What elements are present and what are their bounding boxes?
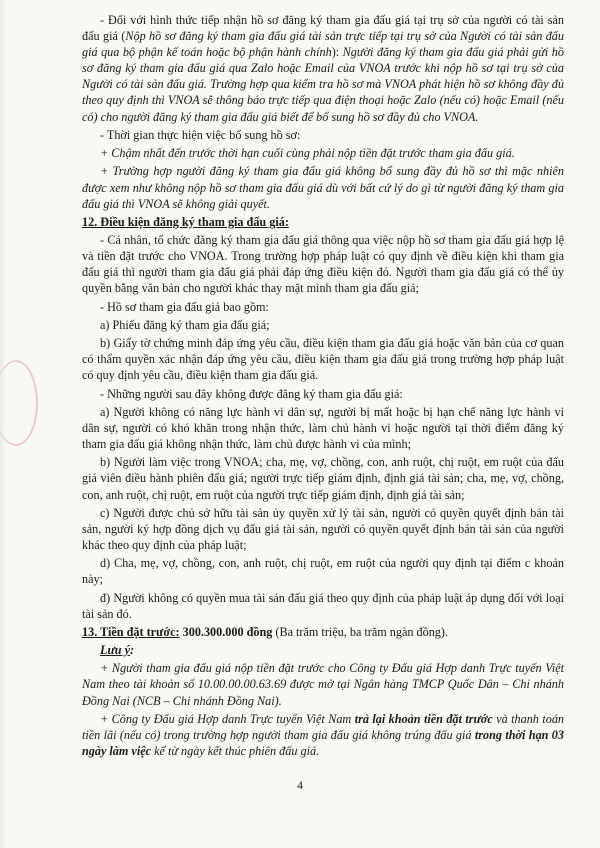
text-segment: trả lại khoản tiền đặt trước <box>354 711 493 726</box>
text-segment: Nộp hồ sơ đăng ký tham gia đấu giá tài sản trực tiếp tại trụ sở của Người có tài sản đấu giá qua bộ phận kế toán hoặc bộ phận hành chính <box>82 29 564 60</box>
text-segment: đ) Người không có quyền mua tài sản đấu giá theo quy định của pháp luật áp dụng đối với loại tài sản đó. <box>82 590 564 621</box>
text-segment: + Người tham gia đấu giá nộp tiền đặt trước cho Công ty Đấu giá Hợp danh Trực tuyến Việt Nam theo tài khoản số 10.00.00.00.63.69 được mở tại Ngân hàng TMCP Quốc Dân – Chi nhánh Đồng Nai (NCB – Chi nhánh Đồng Nai). <box>82 661 564 708</box>
paragraph <box>82 299 564 315</box>
stamp-mark <box>0 360 38 446</box>
text-segment: và thanh toán tiền lãi (nếu có) trong trường hợp người tham gia đấu giá không trúng đấu giá <box>82 711 565 742</box>
paragraph <box>82 642 564 658</box>
document-body <box>82 12 564 761</box>
text-segment: kể từ ngày kết thúc phiên đấu giá. <box>151 744 320 759</box>
text-segment: b) Giấy tờ chứng minh đáp ứng yêu cầu, điều kiện tham gia đấu giá hoặc văn bản của cơ quan có thẩm quyền xác nhận đáp ứng yêu cầu, điều kiện tham gia đấu giá trong trường hợp pháp luật có quy định yêu cầu, điều kiện tham gia đấu giá. <box>82 336 564 383</box>
text-segment: + Trường hợp người đăng ký tham gia đấu giá không bổ sung đầy đủ hồ sơ thì mặc nhiên được xem như không nộp hồ sơ tham gia đấu giá dù với bất cứ lý do gì từ người đăng ký tham gia đấu giá thì VNOA sẽ không giải quyết. <box>82 164 564 211</box>
section-heading <box>82 214 564 230</box>
text-segment: - Cá nhân, tổ chức đăng ký tham gia đấu giá thông qua việc nộp hồ sơ tham gia đấu giá hợp lệ và tiền đặt trước cho VNOA. Trong trường hợp pháp luật có quy định về điều kiện khi tham gia đấu giá thì người tham gia đấu giá phải đáp ứng điều kiện đó. Người tham gia đấu giá có thể ủy quyền bằng văn bản cho người khác thay mặt mình tham gia đấu giá; <box>82 232 564 296</box>
paragraph <box>82 555 564 587</box>
text-segment: 300.300.000 đồng <box>182 625 273 639</box>
text-segment: + Công ty Đấu giá Hợp danh Trực tuyến Việt Nam <box>100 711 355 726</box>
text-segment: trong thời hạn 03 ngày làm việc <box>82 727 564 759</box>
paragraph <box>82 232 564 296</box>
text-segment: + Chậm nhất đến trước thời hạn cuối cùng phải nộp tiền đặt trước tham gia đấu giá. <box>100 146 515 161</box>
page-number: 4 <box>297 778 303 792</box>
text-segment: Lưu ý <box>100 643 130 658</box>
paragraph <box>82 505 564 553</box>
paragraph <box>82 163 564 211</box>
paragraph <box>82 711 564 759</box>
paragraph <box>82 127 564 143</box>
text-segment: a) Phiếu đăng ký tham gia đấu giá; <box>100 317 270 332</box>
text-segment: - Đối với hình thức tiếp nhận hồ sơ đăng ký tham gia đấu giá tại trụ sở của người có tài sản đấu giá ( <box>82 13 564 44</box>
paragraph <box>82 335 564 383</box>
text-segment: c) Người được chủ sở hữu tài sản ủy quyền xử lý tài sản, người có quyền quyết định bán tài sản, người ký hợp đồng dịch vụ đấu giá tài sản, người có quyền quyết định bán tài sản của người khác theo quy định của pháp luật; <box>82 505 564 552</box>
text-segment: - Những người sau đây không được đăng ký tham gia đấu giá: <box>100 386 403 401</box>
paragraph <box>82 317 564 333</box>
section-heading <box>82 624 564 640</box>
text-segment: 12. Điều kiện đăng ký tham gia đấu giá: <box>82 214 289 229</box>
text-segment: d) Cha, mẹ, vợ, chồng, con, anh ruột, chị ruột, em ruột của người quy định tại điểm c khoản này; <box>82 556 564 587</box>
text-segment: (Ba trăm triệu, ba trăm ngàn đồng). <box>272 625 449 639</box>
text-segment: a) Người không có năng lực hành vi dân sự, người bị mất hoặc bị hạn chế năng lực hành vi dân sự, người có khó khăn trong nhận thức, làm chủ hành vi hoặc người tại thời điểm đăng ký tham gia đấu giá không nhận thức, làm chủ được hành vi của mình; <box>82 404 564 452</box>
paragraph <box>82 590 564 622</box>
text-segment: : <box>129 643 135 658</box>
paragraph <box>82 404 564 452</box>
paragraph <box>82 454 564 502</box>
paragraph <box>82 145 564 161</box>
paragraph <box>82 660 564 708</box>
text-segment: ): <box>331 45 343 60</box>
text-segment: b) Người làm việc trong VNOA; cha, mẹ, vợ, chồng, con, anh ruột, chị ruột, em ruột của đấu giá viên điều hành phiên đấu giá; người trực tiếp giám định, định giá tài sản; cha, mẹ, vợ, chồng, con, anh ruột, chị ruột, em ruột của người trực tiếp giám định, định giá tài sản; <box>82 455 564 502</box>
text-segment: - Hồ sơ tham gia đấu giá bao gồm: <box>100 299 269 314</box>
text-segment: Người đăng ký tham gia đấu giá phải gửi hồ sơ đăng ký tham gia đấu giá qua Zalo hoặc Email của VNOA trước khi nộp hồ sơ tại trụ sở của Người có tài sản đấu giá. Trường hợp qua kiểm tra hồ sơ mà VNOA phát hiện hồ sơ không đầy đủ theo quy định thì VNOA sẽ thông báo trực tiếp qua điện thoại hoặc Zalo (nếu có) hoặc Email (nếu có) cho người đăng ký tham gia đấu giá biết để bổ sung hồ sơ đầy đủ cho VNOA. <box>82 45 564 124</box>
text-segment: - Thời gian thực hiện việc bổ sung hồ sơ: <box>100 127 301 142</box>
text-segment: 13. Tiền đặt trước: <box>82 625 180 639</box>
paragraph <box>82 12 564 125</box>
paragraph <box>82 386 564 402</box>
